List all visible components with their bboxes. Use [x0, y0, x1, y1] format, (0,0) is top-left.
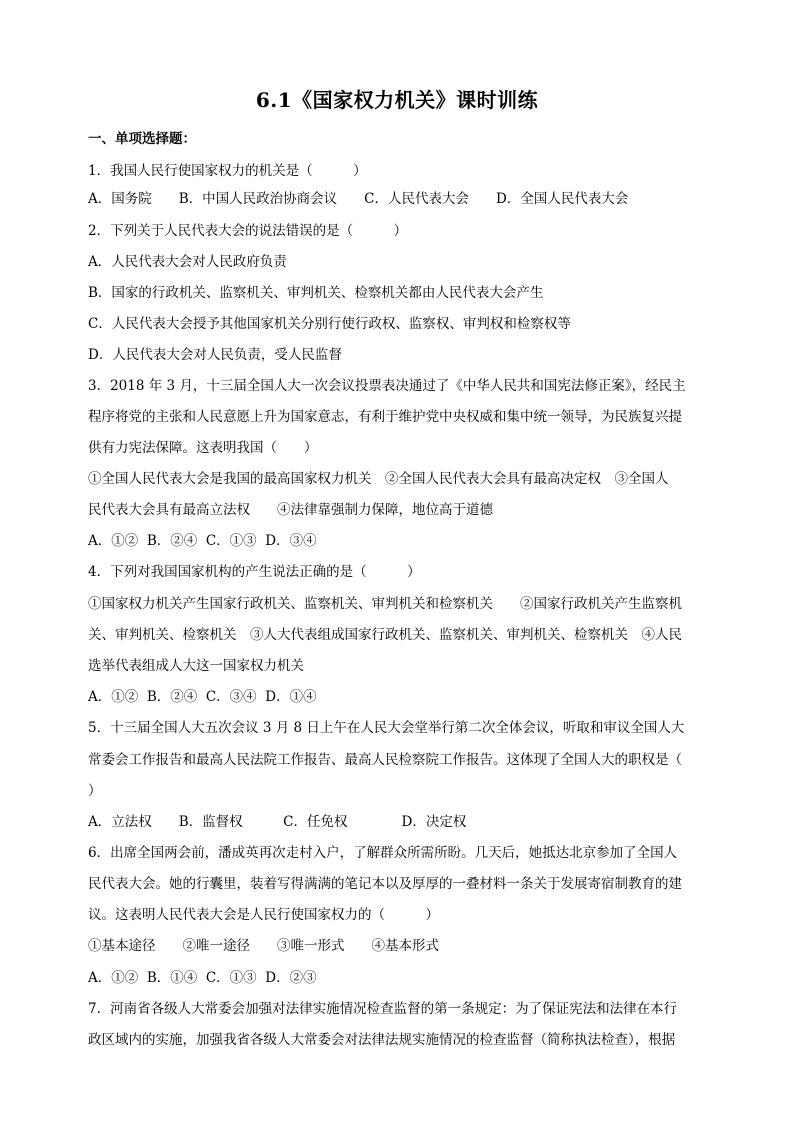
question-option: B．国家的行政机关、监察机关、审判机关、检察机关都由人民代表大会产生	[88, 285, 544, 301]
question-line: 程序将党的主张和人民意愿上升为国家意志，有利于维护党中央权威和集中统一领导，为民族复兴提	[88, 409, 682, 425]
question-options: A．①② B．①④ C．①③ D．②③	[88, 970, 317, 986]
question-line: 5．十三届全国人大五次会议 3 月 8 日上午在人民大会堂举行第二次全体会议，听取和审议全国人大	[88, 720, 685, 736]
question-options: A．①② B．②④ C．①③ D．③④	[88, 533, 317, 549]
question-statement: 选举代表组成人大这一国家权力机关	[88, 658, 304, 674]
question-options: A．立法权 B．监督权 C．任免权 D．决定权	[88, 814, 467, 830]
question-option: A．人民代表大会对人民政府负责	[88, 254, 287, 270]
question-line: 7．河南省各级人大常委会加强对法律实施情况检查监督的第一条规定：为了保证宪法和法律在本行	[88, 1001, 678, 1017]
question-line: 民代表大会。她的行囊里，装着写得满满的笔记本以及厚厚的一叠材料一条关于发展寄宿制教育的建	[88, 876, 682, 892]
question-option: D．人民代表大会对人民负责，受人民监督	[88, 347, 342, 363]
page-title: 6.1《国家权力机关》课时训练	[255, 88, 539, 112]
question-line: 2．下列关于人民代表大会的说法错误的是（ ）	[88, 223, 408, 239]
question-statement: ①基本途径 ②唯一途径 ③唯一形式 ④基本形式	[88, 938, 439, 954]
question-options: A．国务院 B．中国人民政治协商会议 C．人民代表大会 D．全国人民代表大会	[88, 191, 629, 207]
question-statement: ①全国人民代表大会是我国的最高国家权力机关 ②全国人民代表大会具有最高决定权 ③全国人	[88, 471, 669, 487]
section-heading: 一、单项选择题：	[88, 131, 196, 147]
question-line: 常委会工作报告和最高人民法院工作报告、最高人民检察院工作报告。这体现了全国人大的职权是（	[88, 752, 682, 768]
question-line: ）	[88, 783, 102, 799]
question-line: 政区域内的实施，加强我省各级人大常委会对法律法规实施情况的检查监督（简称执法检查），根据	[88, 1032, 676, 1048]
question-statement: ①国家权力机关产生国家行政机关、监察机关、审判机关和检察机关 ②国家行政机关产生监察机	[88, 596, 682, 612]
question-option: C．人民代表大会授予其他国家机关分别行使行政权、监察权、审判权和检察权等	[88, 316, 571, 332]
question-statement: 民代表大会具有最高立法权 ④法律靠强制力保障，地位高于道德	[88, 502, 493, 518]
question-line: 1．我国人民行使国家权力的机关是（ ）	[88, 163, 367, 179]
question-line: 6．出席全国两会前，潘成英再次走村入户，了解群众所需所盼。几天后，她抵达北京参加了全国人	[88, 845, 678, 861]
question-line: 供有力宪法保障。这表明我国（ ）	[88, 440, 318, 456]
question-line: 4．下列对我国国家机构的产生说法正确的是（ ）	[88, 564, 421, 580]
question-line: 议。这表明人民代表大会是人民行使国家权力的（ ）	[88, 907, 439, 923]
question-options: A．①② B．②④ C．③④ D．①④	[88, 689, 317, 705]
question-line: 3．2018 年 3 月，十三届全国人大一次会议投票表决通过了《中华人民共和国宪法修正案》，经民主	[88, 378, 686, 394]
question-statement: 关、审判机关、检察机关 ③人大代表组成国家行政机关、监察机关、审判机关、检察机关 ④人民	[88, 627, 682, 643]
